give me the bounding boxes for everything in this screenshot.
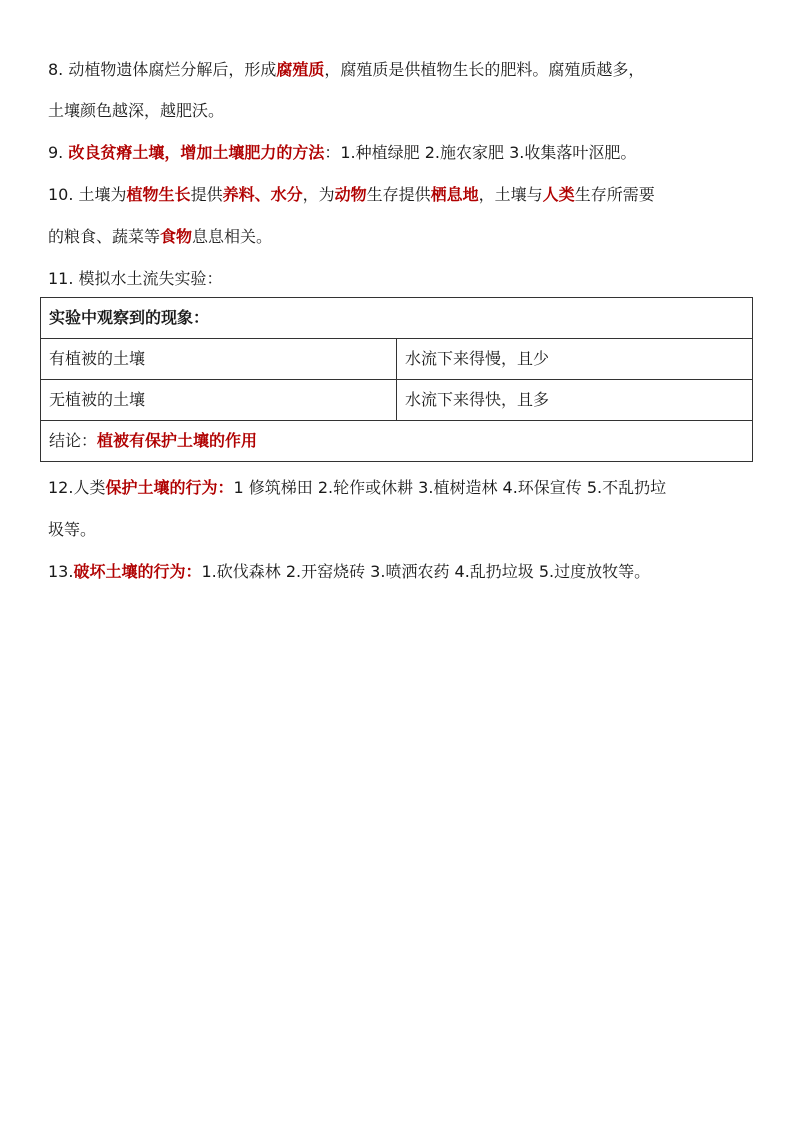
item10-line2-text-b: 息息相关。 [192,227,273,246]
item13-text: 1.砍伐森林 2.开窑烧砖 3.喷洒农药 4.乱扔垃圾 5.过度放牧等。 [201,562,651,581]
table-conclusion-row [41,421,753,462]
item10-text-4: 生存提供 [366,185,431,204]
item10-highlight-5: 人类 [542,185,575,204]
item12-highlight: 保护土壤的行为： [105,478,234,497]
item8-text-a: 8. 动植物遗体腐烂分解后，形成 [48,60,277,79]
item10-highlight-1: 植物生长 [126,185,191,204]
item9-text: ：1.种植绿肥 2.施农家肥 3.收集落叶沤肥。 [324,143,637,162]
item13-line [48,562,650,582]
item10-text-1: 10. 土壤为 [48,185,127,204]
table-cell-observation: 水流下来得慢，且少 [397,339,753,380]
item8-highlight: 腐殖质 [276,60,325,79]
table-row [41,380,753,421]
item13-number: 13. [48,562,74,581]
item13-highlight: 破坏土壤的行为： [73,562,202,581]
item10-highlight-2: 养料、水分 [222,185,303,204]
table-header-cell: 实验中观察到的现象： [41,298,753,339]
item11-title: 11. 模拟水土流失实验： [48,269,223,288]
item9-number: 9. [48,143,69,162]
table-cell-condition: 无植被的土壤 [41,380,397,421]
item10-line2-highlight: 食物 [160,227,193,246]
item10-text-2: 提供 [190,185,223,204]
item10-line2 [48,227,272,247]
item12-number: 12.人类 [48,478,106,497]
table-conclusion-cell [41,421,753,462]
experiment-table [40,297,753,462]
item10-text-5: ，土壤与 [478,185,543,204]
item9-highlight: 改良贫瘠土壤，增加土壤肥力的方法 [68,143,325,162]
item10-line2-text-a: 的粮食、蔬菜等 [48,227,161,246]
item10-text-6: 生存所需要 [574,185,655,204]
item12-line1 [48,478,666,498]
item8-line1 [48,60,644,80]
item8-line2: 土壤颜色越深，越肥沃。 [48,101,225,120]
item8-text-b: ，腐殖质是供植物生长的肥料。腐殖质越多， [324,60,645,79]
item12-line2: 圾等。 [48,520,97,539]
item10-text-3: ，为 [302,185,335,204]
table-cell-condition: 有植被的土壤 [41,339,397,380]
item10-highlight-4: 栖息地 [430,185,479,204]
table-cell-observation: 水流下来得快，且多 [397,380,753,421]
item9-line [48,143,636,163]
conclusion-label: 结论： [49,431,98,450]
table-row [41,339,753,380]
item10-line1 [48,185,655,205]
table-header-row [41,298,753,339]
item10-highlight-3: 动物 [334,185,367,204]
conclusion-highlight: 植被有保护土壤的作用 [97,431,258,450]
item12-text: 1 修筑梯田 2.轮作或休耕 3.植树造林 4.环保宣传 5.不乱扔垃 [233,478,667,497]
